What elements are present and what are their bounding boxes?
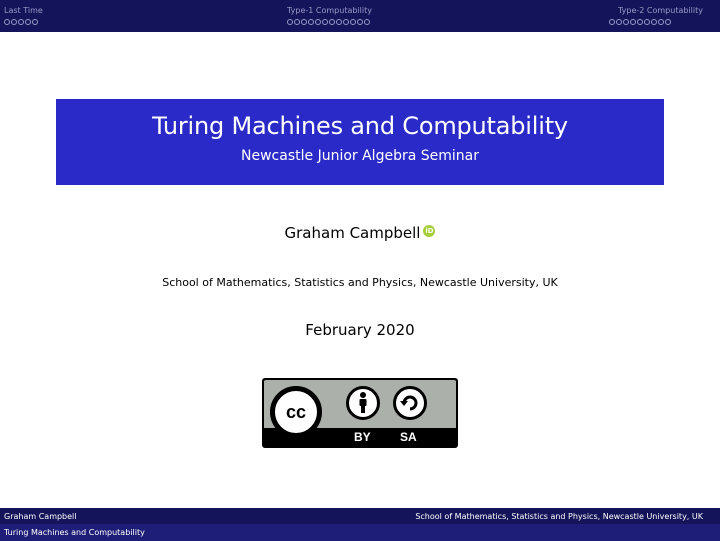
nav-section-type1[interactable] bbox=[287, 0, 487, 32]
cc-license-badge[interactable] bbox=[262, 378, 458, 448]
frame-dot[interactable] bbox=[322, 19, 328, 25]
frame-dot[interactable] bbox=[623, 19, 629, 25]
nav-section-title[interactable]: Type-1 Computability bbox=[287, 6, 372, 15]
frame-dot[interactable] bbox=[308, 19, 314, 25]
orcid-icon[interactable]: iD bbox=[425, 227, 434, 235]
author-line bbox=[0, 224, 720, 242]
frame-dot[interactable] bbox=[32, 19, 38, 25]
frame-dot[interactable] bbox=[294, 19, 300, 25]
footer-title: Turing Machines and Computability bbox=[4, 528, 145, 537]
nav-frame-dots bbox=[287, 19, 370, 25]
frame-dot[interactable] bbox=[25, 19, 31, 25]
frame-dot[interactable] bbox=[11, 19, 17, 25]
footer bbox=[0, 508, 720, 541]
frame-dot[interactable] bbox=[630, 19, 636, 25]
share-alike-icon bbox=[393, 386, 427, 420]
frame-dot[interactable] bbox=[301, 19, 307, 25]
footer-author: Graham Campbell bbox=[4, 512, 77, 521]
frame-dot[interactable] bbox=[329, 19, 335, 25]
frame-dot[interactable] bbox=[637, 19, 643, 25]
frame-dot[interactable] bbox=[287, 19, 293, 25]
nav-section-title[interactable]: Type-2 Computability bbox=[618, 6, 703, 15]
frame-dot[interactable] bbox=[4, 19, 10, 25]
slide-title: Turing Machines and Computability bbox=[152, 112, 568, 140]
author-name: Graham Campbell bbox=[284, 224, 421, 242]
frame-dot[interactable] bbox=[616, 19, 622, 25]
attribution-icon bbox=[346, 386, 380, 420]
frame-dot[interactable] bbox=[315, 19, 321, 25]
nav-frame-dots bbox=[4, 19, 38, 25]
footer-institute: School of Mathematics, Statistics and Physics, Newcastle University, UK bbox=[415, 512, 703, 521]
nav-section-title[interactable]: Last Time bbox=[4, 6, 43, 15]
institute: School of Mathematics, Statistics and Physics, Newcastle University, UK bbox=[162, 276, 558, 289]
frame-dot[interactable] bbox=[644, 19, 650, 25]
cc-logo-icon bbox=[270, 386, 322, 438]
slide-subtitle: Newcastle Junior Algebra Seminar bbox=[241, 148, 479, 164]
cc-logo-text: cc bbox=[285, 402, 307, 422]
title-block bbox=[56, 99, 664, 185]
frame-dot[interactable] bbox=[658, 19, 664, 25]
frame-dot[interactable] bbox=[336, 19, 342, 25]
frame-dot[interactable] bbox=[651, 19, 657, 25]
footer-top-row bbox=[0, 508, 720, 524]
navigation-bar bbox=[0, 0, 720, 32]
frame-dot[interactable] bbox=[18, 19, 24, 25]
nav-section-last-time[interactable] bbox=[0, 0, 240, 32]
frame-dot[interactable] bbox=[357, 19, 363, 25]
frame-dot[interactable] bbox=[609, 19, 615, 25]
frame-dot[interactable] bbox=[350, 19, 356, 25]
frame-dot[interactable] bbox=[364, 19, 370, 25]
nav-frame-dots bbox=[609, 19, 671, 25]
by-label: BY bbox=[354, 430, 371, 444]
date: February 2020 bbox=[305, 321, 415, 339]
footer-bottom-row bbox=[0, 524, 720, 541]
nav-section-type2[interactable] bbox=[560, 0, 720, 32]
frame-dot[interactable] bbox=[665, 19, 671, 25]
sa-label: SA bbox=[400, 430, 417, 444]
frame-dot[interactable] bbox=[343, 19, 349, 25]
